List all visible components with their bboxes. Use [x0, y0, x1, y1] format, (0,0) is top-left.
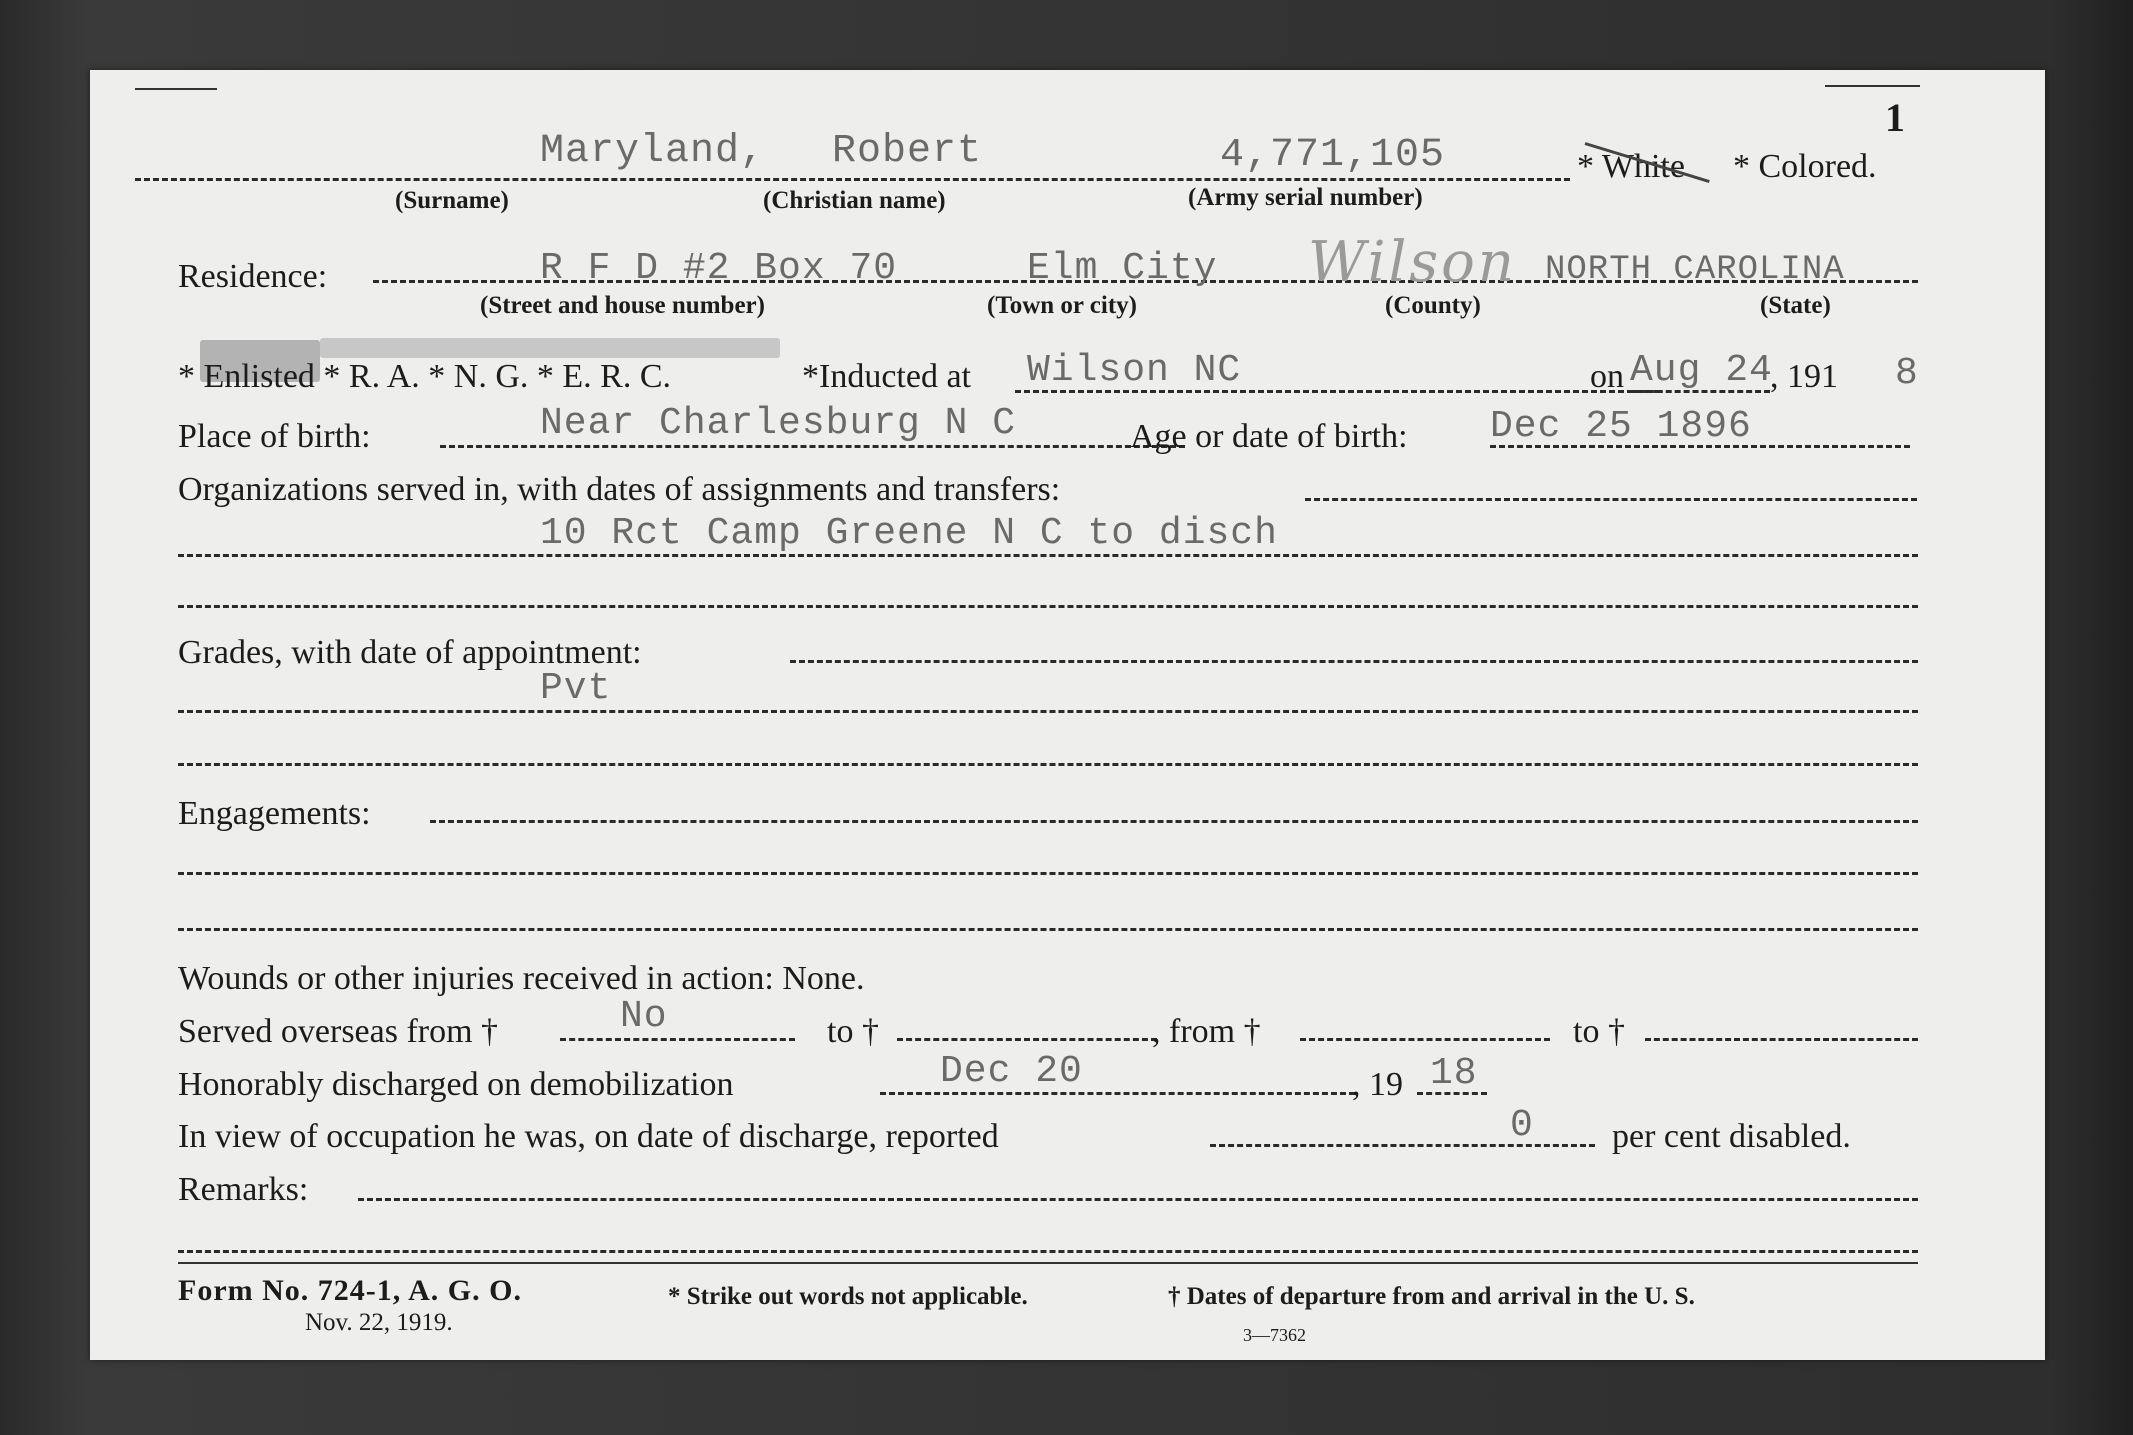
organizations-entry: 10 Rct Camp Greene N C to disch [540, 512, 1278, 555]
engagements-line-1 [430, 820, 1918, 823]
place-of-birth-value: Near Charlesburg N C [540, 402, 1017, 445]
print-code: 3—7362 [1243, 1325, 1306, 1345]
date-of-birth-value: Dec 25 1896 [1490, 405, 1752, 448]
enlisted-options: * Enlisted * R. A. * N. G. * E. R. C. [178, 358, 672, 395]
disability-percent-value: 0 [1510, 1104, 1534, 1147]
disability-suffix: per cent disabled. [1612, 1118, 1851, 1155]
grades-line-3 [178, 763, 1918, 766]
colored-label: * Colored. [1733, 148, 1877, 185]
engagements-line-3 [178, 928, 1918, 931]
inducted-year-suffix: 8 [1895, 352, 1919, 395]
form-number: Form No. 724-1, A. G. O. [178, 1274, 522, 1307]
remarks-line-2 [178, 1250, 1918, 1253]
grades-label: Grades, with date of appointment: [178, 634, 642, 671]
overseas-to-line [897, 1038, 1157, 1041]
wounds-label: Wounds or other injuries received in action: None. [178, 960, 865, 997]
organizations-label: Organizations served in, with dates of assignments and transfers: [178, 471, 1061, 508]
surname-caption: (Surname) [395, 187, 509, 214]
grades-line-2 [178, 710, 1918, 713]
organizations-line-1 [1305, 498, 1917, 501]
footer-rule [178, 1262, 1918, 1264]
served-overseas-label: Served overseas from † [178, 1013, 499, 1050]
state-caption: (State) [1760, 292, 1831, 319]
top-right-rule [1825, 85, 1920, 87]
street-value: R F D #2 Box 70 [540, 247, 898, 290]
discharge-year-value: 18 [1430, 1052, 1478, 1095]
page-number: 1 [1885, 95, 1905, 140]
county-value: Wilson [1308, 230, 1517, 295]
town-caption: (Town or city) [987, 292, 1137, 319]
surname-value: Maryland, [540, 129, 766, 174]
remarks-label: Remarks: [178, 1171, 309, 1208]
state-value: NORTH CAROLINA [1545, 251, 1845, 289]
inducted-at-label: *Inducted at [802, 358, 971, 395]
town-value: Elm City [1027, 247, 1218, 290]
street-caption: (Street and house number) [480, 292, 765, 319]
overseas-from-line [560, 1038, 795, 1041]
place-of-birth-line [440, 445, 1185, 448]
name-line [135, 178, 1570, 181]
age-label: Age or date of birth: [1130, 418, 1408, 455]
inducted-year-prefix: , 191 [1770, 358, 1838, 395]
on-label: on [1590, 358, 1624, 395]
white-label: * White [1577, 148, 1685, 185]
overseas-to2-label: to † [1573, 1013, 1625, 1050]
discharge-date-value: Dec 20 [940, 1050, 1083, 1093]
inducted-date-value: Aug 24 [1630, 349, 1773, 392]
overseas-from2-label: , from † [1152, 1013, 1261, 1050]
place-of-birth-label: Place of birth: [178, 418, 371, 455]
organizations-line-3 [178, 605, 1918, 608]
remarks-line-1 [358, 1198, 1918, 1201]
mark-smudge [320, 338, 780, 358]
christian-name-value: Robert [832, 129, 983, 174]
county-caption: (County) [1385, 292, 1481, 319]
strike-note: * Strike out words not applicable. [668, 1283, 1028, 1310]
overseas-to-label: to † [827, 1013, 879, 1050]
grades-entry: Pvt [540, 667, 612, 710]
christian-name-caption: (Christian name) [763, 187, 946, 214]
discharge-year-prefix: , 19 [1352, 1066, 1403, 1103]
form-date: Nov. 22, 1919. [305, 1309, 453, 1336]
engagements-label: Engagements: [178, 795, 371, 832]
disability-line [1210, 1144, 1595, 1147]
residence-label: Residence: [178, 258, 328, 295]
overseas-to2-line [1645, 1038, 1918, 1041]
grades-line-1 [790, 660, 1918, 663]
serial-number-caption: (Army serial number) [1188, 184, 1423, 211]
engagements-line-2 [178, 872, 1918, 875]
service-record-card [90, 70, 2045, 1360]
disability-label: In view of occupation he was, on date of discharge, reported [178, 1118, 999, 1155]
serial-number-value: 4,771,105 [1220, 133, 1446, 178]
top-left-rule [135, 88, 217, 90]
overseas-from-value: No [620, 995, 668, 1038]
dates-note: † Dates of departure from and arrival in the U. S. [1168, 1283, 1695, 1310]
overseas-from2-line [1300, 1038, 1550, 1041]
inducted-at-value: Wilson NC [1027, 349, 1242, 392]
discharge-label: Honorably discharged on demobilization [178, 1066, 734, 1103]
